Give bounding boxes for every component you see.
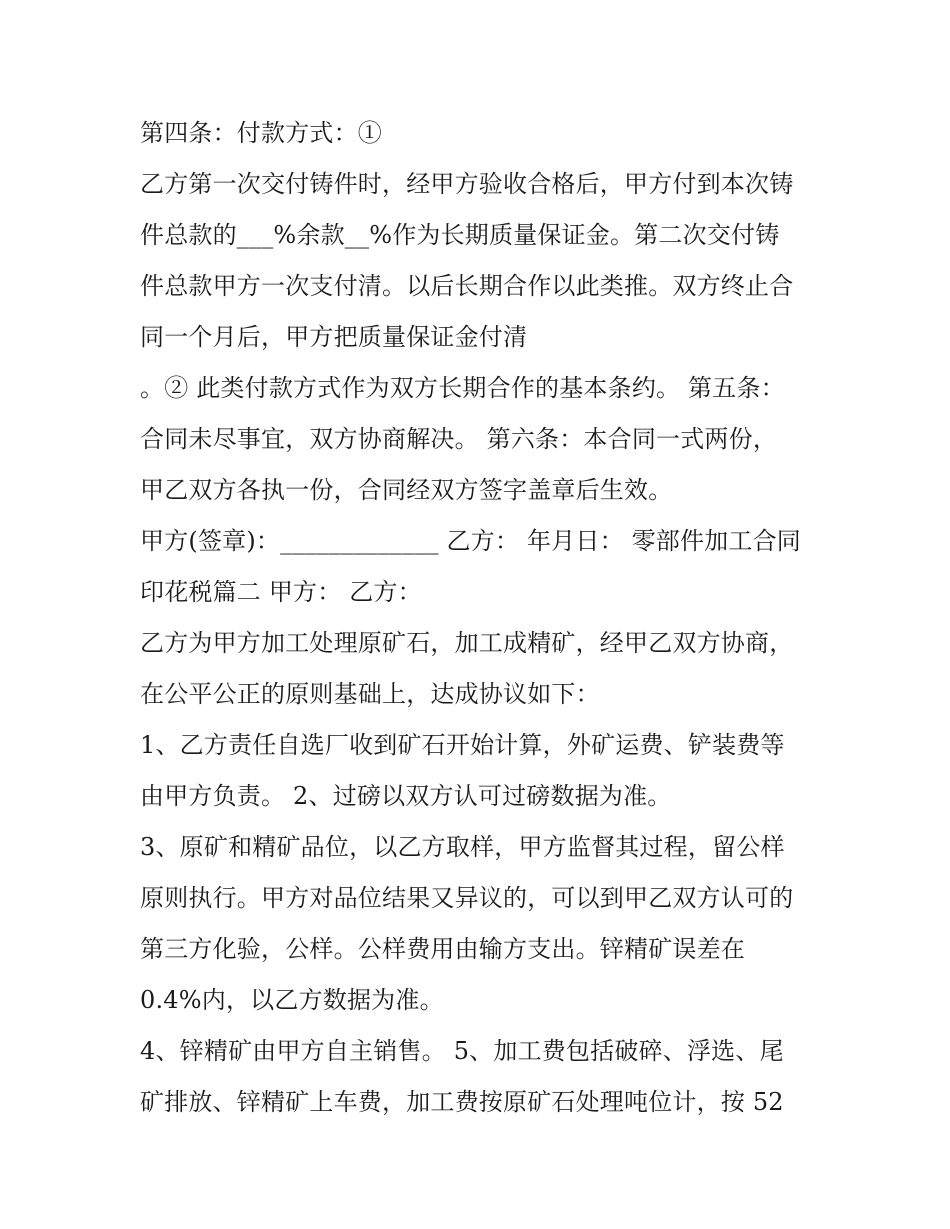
text-line: 件总款甲方一次支付清。以后长期合作以此类推。双方终止合 — [140, 272, 794, 300]
signature-line: 甲方(签章)：_____________ 乙方： 年月日： 零部件加工合同 — [140, 527, 802, 555]
text-line: 乙方第一次交付铸件时，经甲方验收合格后，甲方付到本次铸 — [140, 170, 794, 198]
text-line: 矿排放、锌精矿上车费，加工费按原矿石处理吨位计，按 52 — [140, 1088, 784, 1116]
text-line: 合同未尽事宜，双方协商解决。 第六条：本合同一式两份， — [140, 425, 778, 453]
text-line: 同一个月后，甲方把质量保证金付清 — [140, 323, 528, 351]
text-line: 件总款的___%余款__%作为长期质量保证金。第二次交付铸 — [140, 221, 780, 249]
text-line: 第三方化验，公样。公样费用由输方支出。锌精矿误差在 — [140, 935, 745, 963]
text-line: 在公平公正的原则基础上，达成协议如下： — [140, 680, 600, 708]
text-line: 原则执行。甲方对品位结果又异议的，可以到甲乙双方认可的 — [140, 884, 794, 912]
text-line: 甲乙双方各执一份，合同经双方签字盖章后生效。 — [140, 476, 673, 504]
text-line: 3、原矿和精矿品位，以乙方取样，甲方监督其过程，留公样 — [140, 833, 785, 861]
text-line: 。② 此类付款方式作为双方长期合作的基本条约。 第五条： — [140, 374, 785, 402]
text-line: 乙方为甲方加工处理原矿石，加工成精矿，经甲乙双方协商， — [140, 629, 794, 657]
text-line: 由甲方负责。 2、过磅以双方认可过磅数据为准。 — [140, 782, 672, 810]
text-line: 印花税篇二 甲方： 乙方： — [140, 578, 422, 606]
text-line: 第四条：付款方式：① — [140, 119, 382, 147]
text-line: 1、乙方责任自选厂收到矿石开始计算，外矿运费、铲装费等 — [140, 731, 785, 759]
contract-text — [140, 108, 820, 1128]
text-line: 0.4%内，以乙方数据为准。 — [140, 986, 444, 1014]
text-line: 4、锌精矿由甲方自主销售。 5、加工费包括破碎、浮选、尾 — [140, 1037, 784, 1065]
